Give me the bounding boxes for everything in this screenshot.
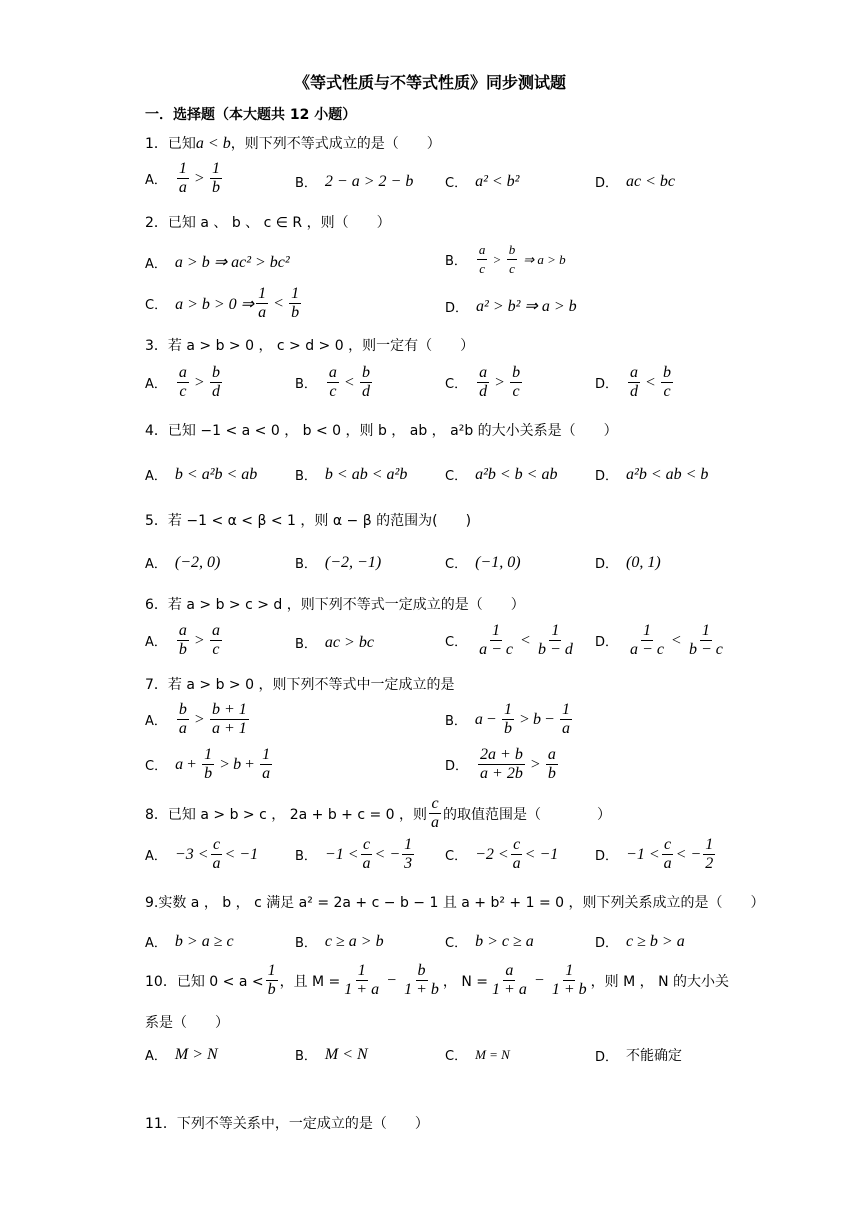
question-text: 已知 [167, 136, 196, 152]
option-b[interactable] [295, 465, 407, 484]
fraction: $\frac{1}{b}$ [503, 701, 512, 737]
option-label: D． [595, 469, 619, 484]
question-text: 的取值范围是（ ） [443, 806, 612, 823]
math-expr: a²b < b < ab [475, 465, 558, 483]
fraction: $\frac{1}{1 + a}$ [344, 962, 380, 998]
fraction: $\frac{1}{a - c}$ [479, 622, 513, 658]
fraction: $\frac{c}{a}$ [512, 836, 521, 872]
option-d[interactable] [595, 1045, 682, 1065]
fraction: $\frac{1}{b}$ [211, 160, 220, 196]
fraction: $\frac{1}{a}$ [178, 160, 187, 196]
option-a[interactable]: A． −3 < $\frac{c}{a}$ < −1 [145, 836, 259, 872]
fraction: $\frac{1}{a}$ [258, 285, 267, 321]
question-1 [145, 133, 441, 153]
math-expr: c ≥ b > a [626, 932, 685, 950]
option-b[interactable] [295, 1045, 368, 1064]
fraction: $\frac{b}{1 + b}$ [404, 962, 439, 998]
option-c[interactable] [445, 553, 521, 572]
option-c[interactable] [445, 465, 557, 484]
option-label: D． [595, 936, 619, 951]
option-label: B． [445, 254, 467, 269]
math-expr: (−1, 0) [475, 553, 521, 571]
option-label: C． [145, 298, 168, 313]
math-expr: (0, 1) [626, 553, 661, 571]
option-label: D． [595, 557, 619, 572]
fraction: $\frac{1}{b}$ [267, 962, 276, 998]
fraction: $\frac{1}{b - c}$ [688, 622, 723, 658]
math-expr: b < a²b < ab [174, 465, 258, 483]
option-a[interactable]: A． $\frac{a}{c}$ > $\frac{b}{d}$ [145, 364, 220, 400]
math-expr: b < ab < a²b [324, 465, 408, 483]
question-number: 8． [145, 806, 168, 823]
fraction: $\frac{1}{b}$ [204, 746, 213, 782]
fraction: $\frac{1}{b}$ [291, 285, 300, 321]
fraction: $\frac{a}{1 + a}$ [492, 962, 527, 998]
math-expr: M > N [174, 1045, 218, 1063]
fraction: $\frac{a}{c}$ [328, 364, 337, 400]
fraction: $\frac{1}{b - d}$ [538, 622, 573, 658]
question-5: 5．若 −1 < α < β < 1 ，则 α − β 的范围为( ) [145, 513, 472, 529]
option-d[interactable]: D． −1 < $\frac{c}{a}$ < − $\frac{1}{2}$ [595, 836, 714, 872]
option-label: D． [595, 635, 619, 650]
fraction: $\frac{c}{a}$ [663, 836, 672, 872]
option-label: C． [445, 1049, 468, 1064]
option-a[interactable]: A． $\frac{a}{b}$ > $\frac{a}{c}$ [145, 622, 220, 658]
math-expr: (−2, −1) [324, 553, 382, 571]
math-expr: a²b < ab < b [626, 465, 709, 483]
option-a[interactable]: A． $\frac{b}{a}$ > $\frac{b + 1}{a + 1}$ [145, 701, 247, 737]
math-expr: a² > b² ⇒ a > b [476, 298, 577, 315]
option-label: B． [295, 1049, 317, 1064]
option-c[interactable]: C． −2 < $\frac{c}{a}$ < −1 [445, 836, 559, 872]
option-d[interactable]: D． $\frac{a}{d}$ < $\frac{b}{c}$ [595, 364, 672, 400]
fraction: $\frac{a}{d}$ [630, 364, 639, 400]
option-d[interactable] [595, 553, 661, 572]
option-label: B． [295, 469, 317, 484]
fraction: $\frac{1}{a}$ [562, 701, 571, 737]
fraction: $\frac{b}{c}$ [512, 364, 521, 400]
math-expr: 2 − a > 2 − b [324, 172, 414, 190]
option-label: A． [145, 714, 167, 729]
option-label: C． [445, 469, 468, 484]
question-4: 4．已知 −1 < a < 0 ， b < 0 ，则 b ， ab ， a²b 的大小关系是（ ） [145, 423, 618, 439]
option-d[interactable] [595, 465, 708, 484]
option-label: B． [295, 849, 317, 864]
question-2: 2．已知 a 、 b 、 c ∈ R ，则（ ） [145, 215, 391, 231]
option-label: A． [145, 469, 167, 484]
math-expr: c ≥ a > b [324, 932, 384, 950]
option-b[interactable] [295, 553, 381, 572]
math-expr: b > a ≥ c [174, 932, 234, 950]
option-a[interactable] [145, 252, 290, 272]
option-b[interactable] [295, 172, 413, 191]
fraction: $\frac{1}{1 + b}$ [551, 962, 587, 998]
option-label: C． [445, 635, 468, 650]
option-label: A． [145, 936, 167, 951]
option-label: D． [595, 176, 619, 191]
option-label: C． [145, 759, 168, 774]
section-heading: 一．选择题（本大题共 12 小题） [145, 107, 357, 123]
option-label: B． [295, 377, 317, 392]
question-3: 3．若 a > b > 0 ， c > d > 0 ，则一定有（ ） [145, 338, 475, 354]
option-label: A． [145, 1049, 167, 1064]
question-text: ，则下列不等式成立的是（ ） [230, 136, 441, 152]
fraction: $\frac{2a + b}{a + 2b}$ [480, 746, 523, 782]
option-label: B． [295, 936, 317, 951]
math-expr: M < N [324, 1045, 368, 1063]
option-c[interactable]: C． $\frac{1}{a - c}$ < $\frac{1}{b - d}$ [445, 622, 573, 658]
option-label: D． [595, 849, 619, 864]
option-label: D． [595, 1049, 619, 1065]
option-a[interactable]: A． $\frac{1}{a}$ > $\frac{1}{b}$ [145, 160, 220, 196]
option-b[interactable]: B． −1 < $\frac{c}{a}$ < − $\frac{1}{3}$ [295, 836, 413, 872]
math-expr: ac > bc [324, 633, 374, 651]
fraction: $\frac{a}{d}$ [479, 364, 488, 400]
fraction: $\frac{1}{3}$ [404, 836, 413, 872]
question-7: 7．若 a > b > 0 ，则下列不等式中一定成立的是 [145, 677, 455, 693]
fraction: $\frac{a}{b}$ [178, 622, 187, 658]
option-d[interactable]: D． $\frac{2a + b}{a + 2b}$ > $\frac{a}{b}$ [445, 746, 556, 782]
math-expr: a < b [195, 135, 231, 152]
option-text: 不能确定 [626, 1048, 683, 1064]
fraction: $\frac{1}{2}$ [705, 836, 714, 872]
question-number: 10． [145, 973, 177, 990]
option-label: D． [445, 759, 469, 774]
math-expr: (−2, 0) [174, 553, 221, 571]
option-label: C． [445, 936, 468, 951]
option-b[interactable] [295, 932, 384, 951]
option-label: D． [595, 377, 619, 392]
option-c[interactable]: C． $\frac{a}{d}$ > $\frac{b}{c}$ [445, 364, 521, 400]
fraction: $\frac{b}{d}$ [361, 364, 370, 400]
fraction: $\frac{c}{a}$ [212, 836, 221, 872]
fraction: $\frac{c}{a}$ [362, 836, 371, 872]
fraction: $\frac{1}{a}$ [262, 746, 271, 782]
option-c[interactable] [445, 172, 519, 191]
fraction: $\frac{c}{a}$ [431, 795, 440, 831]
fraction: $\frac{a}{c}$ [478, 242, 486, 276]
option-d[interactable]: D． $\frac{1}{a - c}$ < $\frac{1}{b - c}$ [595, 622, 723, 658]
question-10: 10． 已知 0 < a < $\frac{1}{b}$ ，且 M = $\frac{1}{1 + a}$ − $\frac{b}{1 + b}$ ， N = $\frac{a}{1 + a}$ − $\frac{1}{1 + b}$ ，则 M ， N 的大小关 [145, 962, 730, 998]
option-a[interactable] [145, 932, 234, 951]
question-6: 6．若 a > b > c > d ，则下列不等式一定成立的是（ ） [145, 597, 525, 613]
math-expr: M = N [475, 1046, 510, 1062]
fraction: $\frac{b}{a}$ [178, 701, 187, 737]
option-label: A． [145, 557, 167, 572]
fraction: $\frac{b}{c}$ [663, 364, 672, 400]
math-expr: a² < b² [475, 172, 520, 190]
option-b[interactable]: B． a − $\frac{1}{b}$ > b − $\frac{1}{a}$ [445, 701, 571, 737]
option-label: C． [445, 557, 468, 572]
option-a[interactable] [145, 465, 257, 484]
fraction: $\frac{a}{c}$ [178, 364, 187, 400]
option-label: B． [295, 176, 317, 191]
question-8 [145, 795, 611, 832]
math-expr: a > b ⇒ ac² > bc² [174, 254, 290, 271]
option-label: A． [145, 849, 167, 864]
math-expr: b > c ≥ a [475, 932, 534, 950]
option-c[interactable] [445, 932, 534, 951]
option-label: C． [445, 849, 468, 864]
option-label: B． [445, 714, 467, 729]
option-label: B． [295, 637, 317, 652]
option-d[interactable] [595, 172, 675, 191]
fraction: $\frac{b + 1}{a + 1}$ [211, 701, 247, 737]
question-number: 1． [145, 136, 168, 152]
option-c[interactable] [445, 1045, 510, 1064]
math-expr: ac < bc [626, 172, 676, 190]
option-label: A． [145, 377, 167, 392]
question-10-continued: 系是（ ） [145, 1015, 229, 1031]
option-b[interactable]: B． $\frac{a}{c}$ > $\frac{b}{c}$ ⇒ a > b [445, 242, 566, 276]
fraction: $\frac{1}{a - c}$ [630, 622, 664, 658]
option-b[interactable] [295, 633, 374, 652]
question-11: 11．下列不等关系中，一定成立的是（ ） [145, 1116, 429, 1132]
option-c[interactable]: C． a > b > 0 ⇒ $\frac{1}{a}$ < $\frac{1}{b}$ [145, 285, 300, 321]
question-text: 已知 a > b > c ， 2a + b + c = 0 ，则 [167, 806, 428, 823]
fraction: $\frac{a}{b}$ [547, 746, 556, 782]
option-label: A． [145, 173, 167, 188]
option-b[interactable]: B． $\frac{a}{c}$ < $\frac{b}{d}$ [295, 364, 370, 400]
page-title: 《等式性质与不等式性质》同步测试题 [293, 73, 566, 92]
option-label: A． [145, 256, 167, 272]
option-a[interactable] [145, 1045, 218, 1064]
fraction: $\frac{b}{d}$ [211, 364, 220, 400]
option-label: B． [295, 557, 317, 572]
option-label: A． [145, 635, 167, 650]
option-label: C． [445, 377, 468, 392]
option-d[interactable] [595, 932, 685, 951]
fraction: $\frac{a}{c}$ [211, 622, 220, 658]
option-label: C． [445, 176, 468, 191]
fraction: $\frac{b}{c}$ [508, 242, 516, 276]
option-label: D． [445, 300, 469, 316]
option-d[interactable] [445, 296, 577, 316]
question-9: 9.实数 a ， b ， c 满足 a² = 2a + c − b − 1 且 a + b² + 1 = 0 ，则下列关系成立的是（ ） [145, 895, 765, 911]
option-a[interactable] [145, 553, 220, 572]
option-c[interactable]: C． a + $\frac{1}{b}$ > b + $\frac{1}{a}$ [145, 746, 271, 782]
